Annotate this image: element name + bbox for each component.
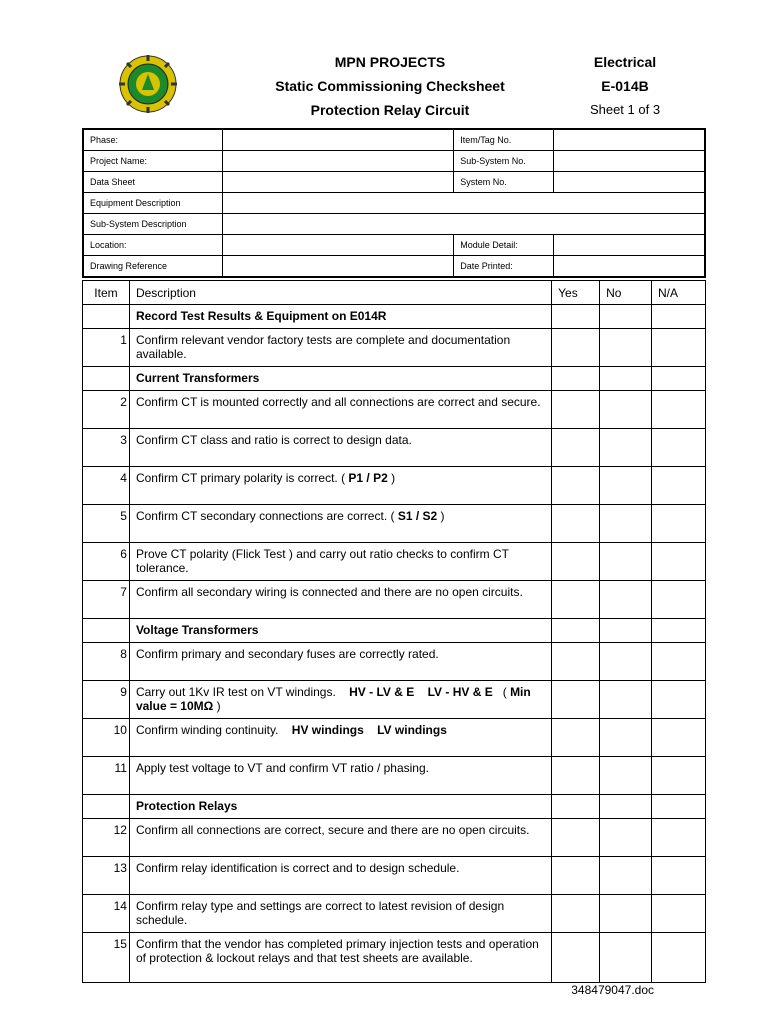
description-text: Confirm CT primary polarity is correct. (: [135, 471, 349, 485]
section-header-row: [83, 305, 706, 329]
item-number: 9: [83, 681, 130, 719]
info-row: [83, 172, 705, 193]
item-number: 1: [83, 329, 130, 367]
info-label: Location:: [83, 235, 223, 256]
item-number: 6: [83, 543, 130, 581]
section-header-row: [83, 367, 706, 391]
no-checkbox-cell[interactable]: [600, 933, 652, 983]
description-text: ): [387, 471, 396, 485]
checklist-table: [82, 280, 706, 983]
item-description: [129, 857, 551, 895]
section-header-row: [83, 795, 706, 819]
description-text: Confirm CT secondary connections are correct. (: [135, 509, 398, 523]
item-number: [83, 367, 130, 391]
description-text: Current Transformers: [135, 371, 260, 385]
description-text: Confirm CT class and ratio is correct to design data.: [135, 433, 412, 447]
item-description: [129, 933, 551, 983]
description-emphasis: P1 / P2: [348, 471, 388, 485]
info-label: Drawing Reference: [83, 256, 223, 278]
info-label: Data Sheet: [83, 172, 223, 193]
na-checkbox-cell[interactable]: [652, 819, 706, 857]
info-row: [83, 214, 705, 235]
na-checkbox-cell[interactable]: [652, 719, 706, 757]
checklist-row: [83, 429, 706, 467]
no-checkbox-cell[interactable]: [600, 429, 652, 467]
yes-checkbox-cell[interactable]: [552, 619, 600, 643]
info-value-field[interactable]: [223, 193, 705, 214]
yes-checkbox-cell[interactable]: [552, 857, 600, 895]
column-header-description: Description: [129, 281, 551, 305]
info-label: Project Name:: [83, 151, 223, 172]
checklist-header-row: [83, 281, 706, 305]
section-title: [129, 367, 551, 391]
yes-checkbox-cell[interactable]: [552, 819, 600, 857]
item-description: [129, 543, 551, 581]
item-description: [129, 581, 551, 619]
na-checkbox-cell[interactable]: [652, 429, 706, 467]
na-checkbox-cell[interactable]: [652, 505, 706, 543]
yes-checkbox-cell[interactable]: [552, 467, 600, 505]
description-text: ): [213, 699, 221, 713]
no-checkbox-cell[interactable]: [600, 643, 652, 681]
company-name: MPN PROJECTS: [334, 54, 446, 70]
logo-icon: [119, 55, 177, 113]
yes-checkbox-cell[interactable]: [552, 795, 600, 819]
info-label: Item/Tag No.: [454, 129, 554, 151]
description-text: Prove CT polarity (Flick Test ) and carry out ratio checks to confirm CT tolerance.: [135, 547, 513, 575]
yes-checkbox-cell[interactable]: [552, 895, 600, 933]
item-description: [129, 719, 551, 757]
item-number: 13: [83, 857, 130, 895]
na-checkbox-cell[interactable]: [652, 543, 706, 581]
yes-checkbox-cell[interactable]: [552, 391, 600, 429]
description-text: Confirm winding continuity.: [135, 723, 292, 737]
na-checkbox-cell[interactable]: [652, 757, 706, 795]
no-checkbox-cell[interactable]: [600, 819, 652, 857]
description-text: Confirm all connections are correct, secure and there are no open circuits.: [135, 823, 530, 837]
yes-checkbox-cell[interactable]: [552, 643, 600, 681]
no-checkbox-cell[interactable]: [600, 581, 652, 619]
no-checkbox-cell[interactable]: [600, 367, 652, 391]
item-number: 2: [83, 391, 130, 429]
info-value-field[interactable]: [554, 256, 705, 278]
checklist-row: [83, 681, 706, 719]
yes-checkbox-cell[interactable]: [552, 719, 600, 757]
description-text: Record Test Results & Equipment on E014R: [135, 309, 387, 323]
description-text: Voltage Transformers: [135, 623, 259, 637]
no-checkbox-cell[interactable]: [600, 467, 652, 505]
na-checkbox-cell[interactable]: [652, 795, 706, 819]
item-number: 14: [83, 895, 130, 933]
description-text: Confirm relay identification is correct and to design schedule.: [135, 861, 460, 875]
item-number: [83, 795, 130, 819]
no-checkbox-cell[interactable]: [600, 305, 652, 329]
info-value-field[interactable]: [554, 172, 705, 193]
info-label: Date Printed:: [454, 256, 554, 278]
description-emphasis: HV windings LV windings: [291, 723, 447, 737]
yes-checkbox-cell[interactable]: [552, 757, 600, 795]
na-checkbox-cell[interactable]: [652, 367, 706, 391]
yes-checkbox-cell[interactable]: [552, 933, 600, 983]
checklist-row: [83, 719, 706, 757]
item-description: [129, 329, 551, 367]
description-text: Protection Relays: [135, 799, 238, 813]
info-value-field[interactable]: [554, 129, 705, 151]
no-checkbox-cell[interactable]: [600, 757, 652, 795]
na-checkbox-cell[interactable]: [652, 619, 706, 643]
info-value-field[interactable]: [554, 151, 705, 172]
na-checkbox-cell[interactable]: [652, 643, 706, 681]
description-text: Apply test voltage to VT and confirm VT ratio / phasing.: [135, 761, 429, 775]
column-header-item: Item: [83, 281, 130, 305]
description-text: ): [437, 509, 445, 523]
item-description: [129, 681, 551, 719]
checklist-row: [83, 933, 706, 983]
description-emphasis: Min value = 10MΩ: [135, 685, 535, 713]
na-checkbox-cell[interactable]: [652, 581, 706, 619]
company-logo: [119, 55, 177, 113]
header-left: [220, 50, 560, 122]
checklist-row: [83, 895, 706, 933]
item-number: 10: [83, 719, 130, 757]
yes-checkbox-cell[interactable]: [552, 429, 600, 467]
item-number: 8: [83, 643, 130, 681]
na-checkbox-cell[interactable]: [652, 933, 706, 983]
checklist-row: [83, 329, 706, 367]
description-text: Confirm primary and secondary fuses are correctly rated.: [135, 647, 439, 661]
header-right: [560, 50, 690, 122]
na-checkbox-cell[interactable]: [652, 329, 706, 367]
info-label: Sub-System No.: [454, 151, 554, 172]
project-info-table: [82, 128, 706, 278]
info-label: Sub-System Description: [83, 214, 223, 235]
item-number: 15: [83, 933, 130, 983]
na-checkbox-cell[interactable]: [652, 305, 706, 329]
no-checkbox-cell[interactable]: [600, 719, 652, 757]
yes-checkbox-cell[interactable]: [552, 305, 600, 329]
checklist-row: [83, 643, 706, 681]
section-title: [129, 305, 551, 329]
info-label: System No.: [454, 172, 554, 193]
description-text: Confirm all secondary wiring is connected and there are no open circuits.: [135, 585, 523, 599]
item-description: [129, 467, 551, 505]
section-title: [129, 619, 551, 643]
no-checkbox-cell[interactable]: [600, 857, 652, 895]
yes-checkbox-cell[interactable]: [552, 505, 600, 543]
item-description: [129, 505, 551, 543]
no-checkbox-cell[interactable]: [600, 681, 652, 719]
item-number: 11: [83, 757, 130, 795]
item-description: [129, 391, 551, 429]
info-label: Phase:: [83, 129, 223, 151]
item-number: 3: [83, 429, 130, 467]
info-value-field[interactable]: [223, 235, 454, 256]
info-value-field[interactable]: [223, 151, 454, 172]
item-description: [129, 757, 551, 795]
na-checkbox-cell[interactable]: [652, 391, 706, 429]
na-checkbox-cell[interactable]: [652, 857, 706, 895]
info-row: [83, 129, 705, 151]
checklist-row: [83, 819, 706, 857]
info-label: Module Detail:: [454, 235, 554, 256]
no-checkbox-cell[interactable]: [600, 895, 652, 933]
checklist-row: [83, 505, 706, 543]
info-value-field[interactable]: [554, 235, 705, 256]
document-title: Static Commissioning Checksheet: [275, 78, 505, 94]
info-value-field[interactable]: [223, 172, 454, 193]
item-number: 12: [83, 819, 130, 857]
yes-checkbox-cell[interactable]: [552, 681, 600, 719]
no-checkbox-cell[interactable]: [600, 329, 652, 367]
document-code: E-014B: [601, 78, 649, 94]
info-value-field[interactable]: [223, 214, 705, 235]
section-header-row: [83, 619, 706, 643]
item-description: [129, 429, 551, 467]
discipline-label: Electrical: [593, 54, 657, 70]
item-number: [83, 305, 130, 329]
description-text: (: [492, 685, 511, 699]
no-checkbox-cell[interactable]: [600, 795, 652, 819]
description-text: Confirm that the vendor has completed primary injection tests and operation of protection & lockout relays and that test sheets are available.: [135, 937, 543, 965]
description-text: Confirm CT is mounted correctly and all connections are correct and secure.: [135, 395, 541, 409]
yes-checkbox-cell[interactable]: [552, 581, 600, 619]
sheet-number: Sheet 1 of 3: [589, 102, 661, 117]
checklist-row: [83, 391, 706, 429]
info-row: [83, 256, 705, 278]
column-header-na: N/A: [652, 281, 706, 305]
no-checkbox-cell[interactable]: [600, 619, 652, 643]
yes-checkbox-cell[interactable]: [552, 329, 600, 367]
yes-checkbox-cell[interactable]: [552, 543, 600, 581]
info-value-field[interactable]: [223, 256, 454, 278]
description-text: Carry out 1Kv IR test on VT windings.: [135, 685, 350, 699]
info-row: [83, 193, 705, 214]
column-header-no: No: [600, 281, 652, 305]
item-description: [129, 819, 551, 857]
na-checkbox-cell[interactable]: [652, 681, 706, 719]
no-checkbox-cell[interactable]: [600, 543, 652, 581]
info-row: [83, 235, 705, 256]
checklist-row: [83, 757, 706, 795]
description-emphasis: S1 / S2: [397, 509, 438, 523]
na-checkbox-cell[interactable]: [652, 467, 706, 505]
item-description: [129, 895, 551, 933]
description-text: Confirm relay type and settings are correct to latest revision of design schedule.: [135, 899, 508, 927]
item-description: [129, 643, 551, 681]
checklist-row: [83, 581, 706, 619]
no-checkbox-cell[interactable]: [600, 505, 652, 543]
checklist-row: [83, 543, 706, 581]
na-checkbox-cell[interactable]: [652, 895, 706, 933]
checklist-row: [83, 857, 706, 895]
description-text: Confirm relevant vendor factory tests are complete and documentation available.: [135, 333, 514, 361]
info-value-field[interactable]: [223, 129, 454, 151]
item-number: 4: [83, 467, 130, 505]
no-checkbox-cell[interactable]: [600, 391, 652, 429]
item-number: [83, 619, 130, 643]
yes-checkbox-cell[interactable]: [552, 367, 600, 391]
document-filename: 348479047.doc: [571, 983, 654, 997]
checklist-row: [83, 467, 706, 505]
description-emphasis: HV - LV & E LV - HV & E: [349, 685, 493, 699]
document-subtitle: Protection Relay Circuit: [310, 102, 470, 118]
column-header-yes: Yes: [552, 281, 600, 305]
info-row: [83, 151, 705, 172]
section-title: [129, 795, 551, 819]
info-label: Equipment Description: [83, 193, 223, 214]
item-number: 7: [83, 581, 130, 619]
item-number: 5: [83, 505, 130, 543]
